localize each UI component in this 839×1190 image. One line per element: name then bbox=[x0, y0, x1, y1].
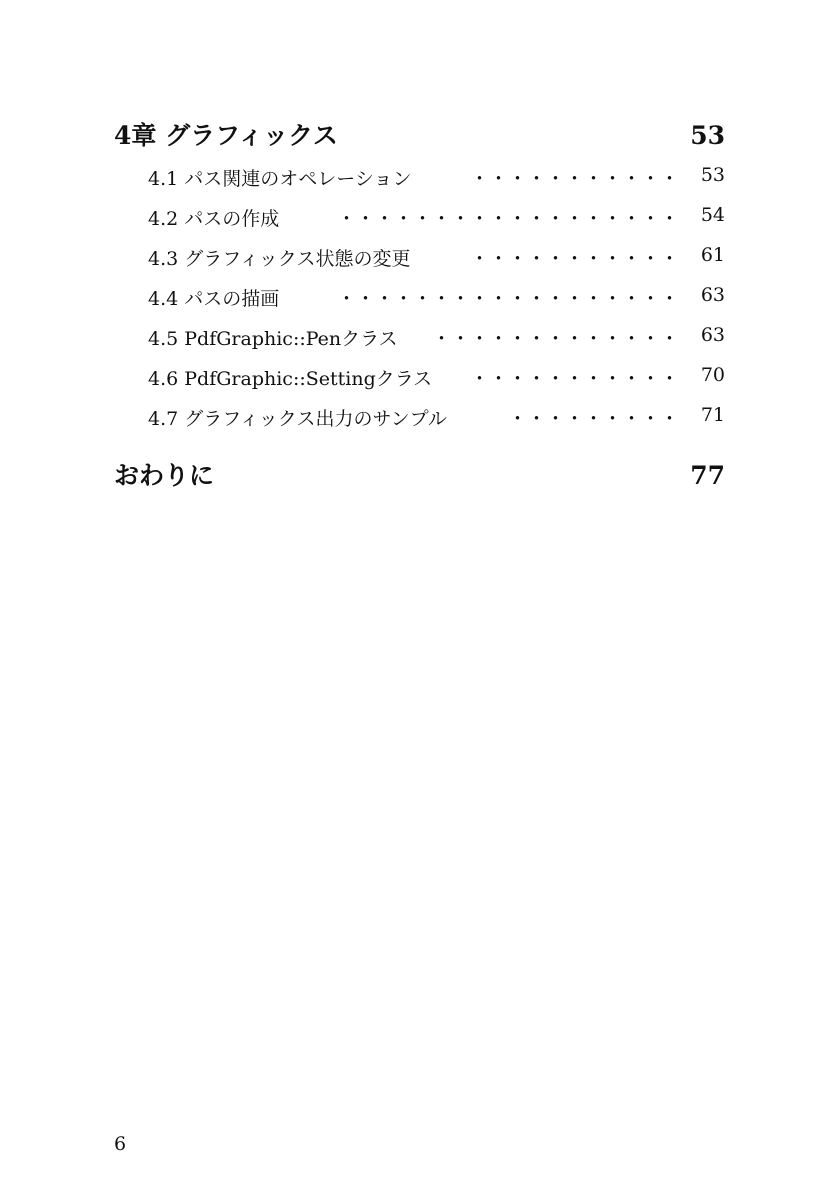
section-page-number: 63 bbox=[700, 284, 725, 306]
toc-section-entry[interactable] bbox=[148, 360, 725, 400]
section-title: 4.1 パス関連のオペレーション bbox=[148, 164, 418, 191]
toc-section-entry[interactable] bbox=[148, 200, 725, 240]
dot-leader: ・・・・・・・・・ bbox=[507, 408, 679, 430]
chapter-title: おわりに bbox=[114, 461, 215, 490]
toc-section-entry[interactable] bbox=[148, 280, 725, 320]
dot-leader: ・・・・・・・・・・・・・・・・・・ bbox=[336, 208, 679, 230]
chapter-page-number: 77 bbox=[690, 461, 725, 490]
dot-leader: ・・・・・・・・・・・・・・・・・・ bbox=[336, 288, 679, 310]
section-title: 4.3 グラフィックス状態の変更 bbox=[148, 244, 417, 271]
toc-section-list bbox=[148, 160, 725, 440]
section-page-number: 53 bbox=[700, 164, 725, 186]
section-page-number: 71 bbox=[700, 404, 725, 426]
toc-section-entry[interactable] bbox=[148, 240, 725, 280]
dot-leader: ・・・・・・・・・・・ bbox=[469, 248, 679, 270]
section-page-number: 70 bbox=[700, 364, 725, 386]
section-page-number: 54 bbox=[700, 204, 725, 226]
dot-leader: ・・・・・・・・・・・ bbox=[469, 368, 679, 390]
folio-page-number: 6 bbox=[114, 1133, 127, 1155]
toc-section-entry[interactable] bbox=[148, 400, 725, 440]
section-title: 4.4 パスの描画 bbox=[148, 284, 285, 311]
section-title: 4.2 パスの作成 bbox=[148, 204, 285, 231]
toc-section-entry[interactable] bbox=[148, 320, 725, 360]
toc-chapter-4[interactable] bbox=[114, 116, 725, 150]
section-page-number: 61 bbox=[700, 244, 725, 266]
section-page-number: 63 bbox=[700, 324, 725, 346]
toc-section-entry[interactable] bbox=[148, 160, 725, 200]
chapter-title: 4章 グラフィックス bbox=[114, 121, 338, 150]
section-title: 4.5 PdfGraphic::Penクラス bbox=[148, 324, 404, 351]
section-title: 4.7 グラフィックス出力のサンプル bbox=[148, 404, 453, 431]
dot-leader: ・・・・・・・・・・・ bbox=[469, 168, 679, 190]
section-title: 4.6 PdfGraphic::Settingクラス bbox=[148, 364, 438, 391]
dot-leader: ・・・・・・・・・・・・・ bbox=[431, 328, 679, 350]
toc-closing-chapter[interactable] bbox=[114, 456, 725, 490]
chapter-page-number: 53 bbox=[690, 121, 725, 150]
